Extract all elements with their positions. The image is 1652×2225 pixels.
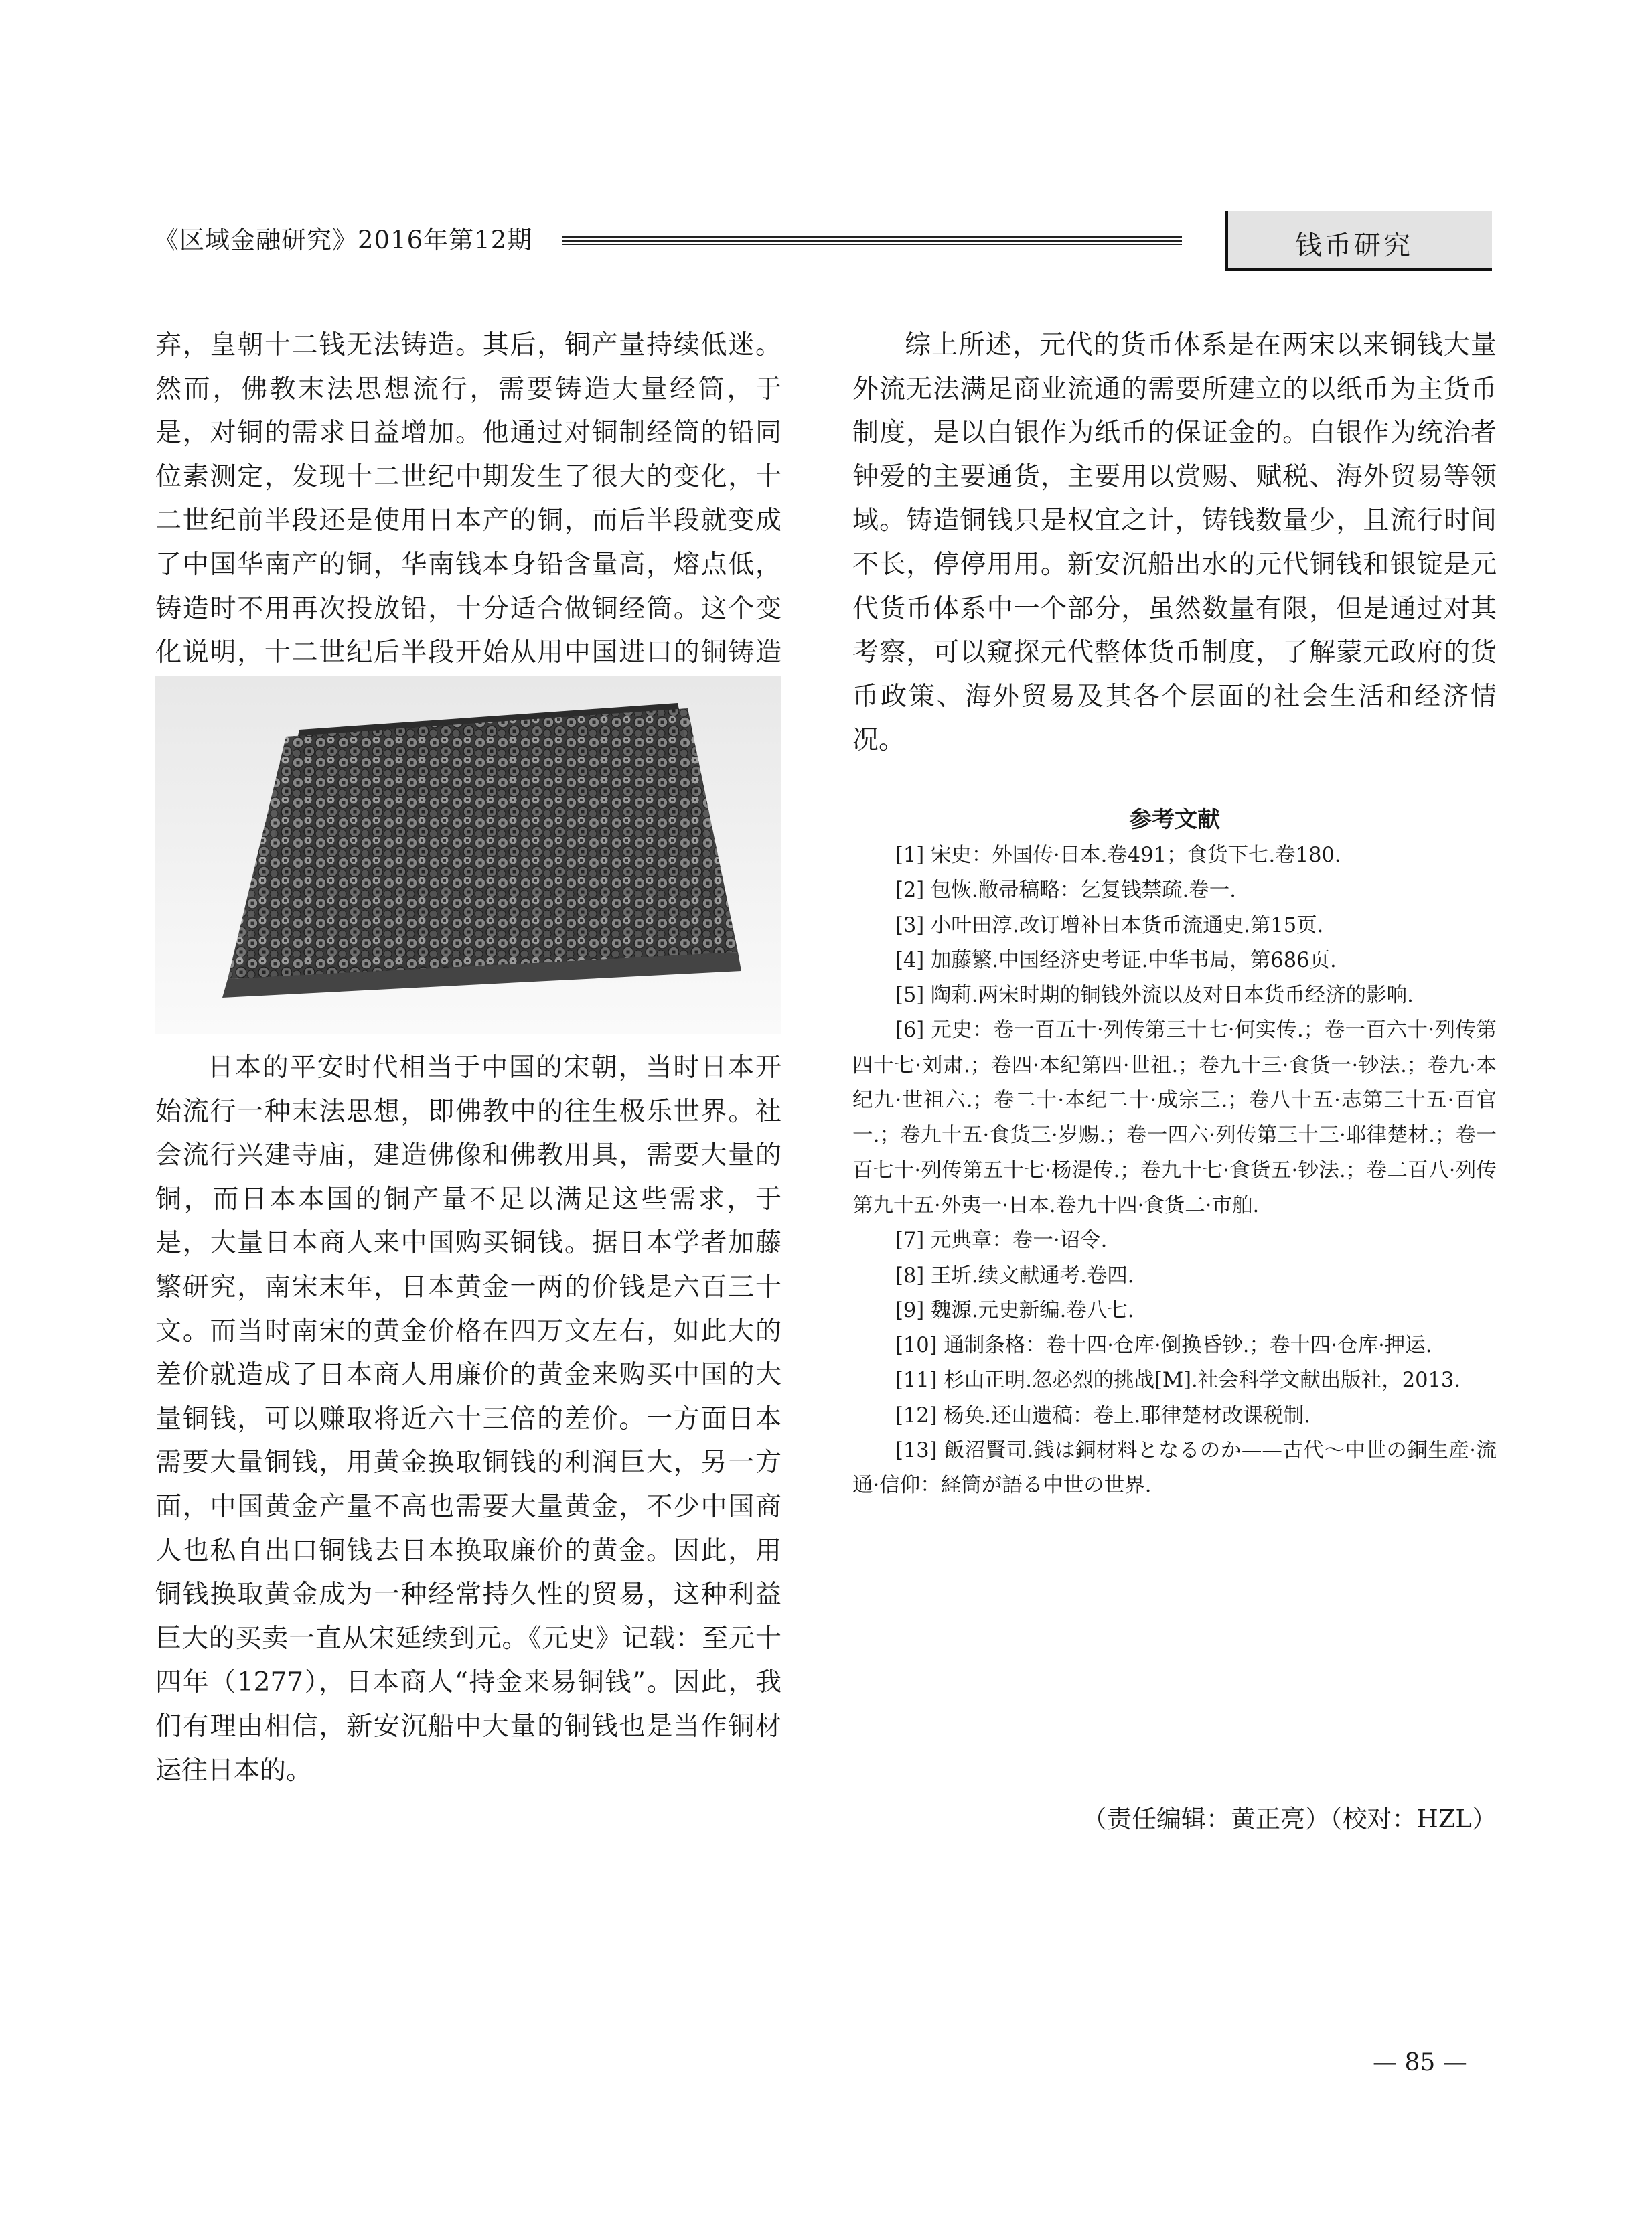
reference-item: [11] 杉山正明.忽必烈的挑战[M].社会科学文献出版社，2013. [895, 1369, 1461, 1393]
left-paragraph-2: 日本的平安时代相当于中国的宋朝，当时日本开始流行一种末法思想，即佛教中的往生极乐世界。社会流行兴建寺庙，建造佛像和佛教用具，需要大量的铜，而日本本国的铜产量不足以满足这些需求，于是，大量日本商人来中国购买铜钱。据日本学者加藤繁研究，南宋末年，日本黄金一两的价钱是六百三十文。而当时南宋的黄金价格在四万文左右，如此大的差价就造成了日本商人用廉价的黄金来购买中国的大量铜钱，可以赚取将近六十三倍的差价。一方面日本需要大量铜钱，用黄金换取铜钱的利润巨大，另一方面，中国黄金产量不高也需要大量黄金，不少中国商人也私自出口铜钱去日本换取廉价的黄金。因此，用铜钱换取黄金成为一种经常持久性的贸易，这种利益巨大的买卖一直从宋延续到元。《元史》记载：至元十四年（1277），日本商人“持金来易铜钱”。因此，我们有理由相信，新安沉船中大量的铜钱也是当作铜材运往日本的。 [155, 1053, 781, 1786]
left-paragraph-1: 弃，皇朝十二钱无法铸造。其后，铜产量持续低迷。然而，佛教末法思想流行，需要铸造大量经筒，于是，对铜的需求日益增加。他通过对铜制经筒的铅同位素测定，发现十二世纪中期发生了很大的变化，十二世纪前半段还是使用日本产的铜，而后半段就变成了中国华南产的铜，华南钱本身铅含量高，熔点低，铸造时不用再次投放铅，十分适合做铜经筒。这个变化说明，十二世纪后半段开始从用中国进口的铜铸造 [155, 330, 781, 668]
reference-item: [6] 元史：卷一百五十·列传第三十七·何实传.；卷一百六十·列传第四十七·刘肃.；卷四·本纪第四·世祖.；卷九十三·食货一·钞法.；卷九·本纪九·世祖六.；卷二十·本纪二十·成宗三.；卷八十五·志第三十五·百官一.；卷九十五·食货三·岁赐.；卷一四六·列传第三十三·耶律楚材.；卷一百七十·列传第五十七·杨湜传.；卷九十七·食货五·钞法.；卷二百八·列传第九十五·外夷一·日本.卷九十四·食货二·市舶. [852, 1018, 1497, 1217]
right-paragraph-1: 综上所述，元代的货币体系是在两宋以来铜钱大量外流无法满足商业流通的需要所建立的以纸币为主货币制度，是以白银作为纸币的保证金的。白银作为统治者钟爱的主要通货，主要用以赏赐、赋税、海外贸易等领域。铸造铜钱只是权宜之计，铸钱数量少，且流行时间不长，停停用用。新安沉船出水的元代铜钱和银锭是元代货币体系中一个部分，虽然数量有限，但是通过对其考察，可以窥探元代整体货币制度，了解蒙元政府的货币政策、海外贸易及其各个层面的社会生活和经济情况。 [852, 330, 1497, 756]
page-number: — 85 — [1373, 2049, 1467, 2076]
reference-item: [2] 包恢.敝帚稿略：乞复钱禁疏.卷一. [895, 878, 1236, 903]
reference-item: [3] 小叶田淳.改订增补日本货币流通史.第15页. [895, 913, 1324, 937]
reference-item: [4] 加藤繁.中国经济史考证.中华书局，第686页. [895, 948, 1337, 972]
copper-coins-photo [155, 676, 781, 1034]
reference-item: [10] 通制条格：卷十四·仓库·倒换昏钞.；卷十四·仓库·押运. [895, 1334, 1432, 1358]
section-label-box [1225, 211, 1492, 271]
copper-coins-image [155, 676, 781, 1034]
reference-item: [12] 杨奂.还山遗稿：卷上.耶律楚材改课税制. [895, 1403, 1310, 1428]
reference-item: [7] 元典章：卷一·诏令. [895, 1229, 1108, 1253]
editor-note: （责任编辑：黄正亮）（校对：HZL） [1081, 1805, 1497, 1833]
header-rule [562, 236, 1182, 245]
journal-header: 《区域金融研究》2016年第12期 [154, 226, 533, 254]
reference-item: [13] 飯沼賢司.銭は銅材料となるのか——古代～中世の銅生産·流通·信仰：経筒が語る中世の世界. [852, 1439, 1497, 1498]
references-title: 参考文献 [1129, 806, 1220, 833]
references-list [852, 838, 1497, 1504]
reference-item: [9] 魏源.元史新编.卷八七. [895, 1298, 1134, 1322]
reference-item: [1] 宋史：外国传·日本.卷491；食货下七.卷180. [895, 844, 1341, 867]
reference-item: [8] 王圻.续文献通考.卷四. [895, 1263, 1134, 1288]
section-label: 钱币研究 [1295, 230, 1413, 261]
reference-item: [5] 陶莉.两宋时期的铜钱外流以及对日本货币经济的影响. [895, 984, 1414, 1008]
